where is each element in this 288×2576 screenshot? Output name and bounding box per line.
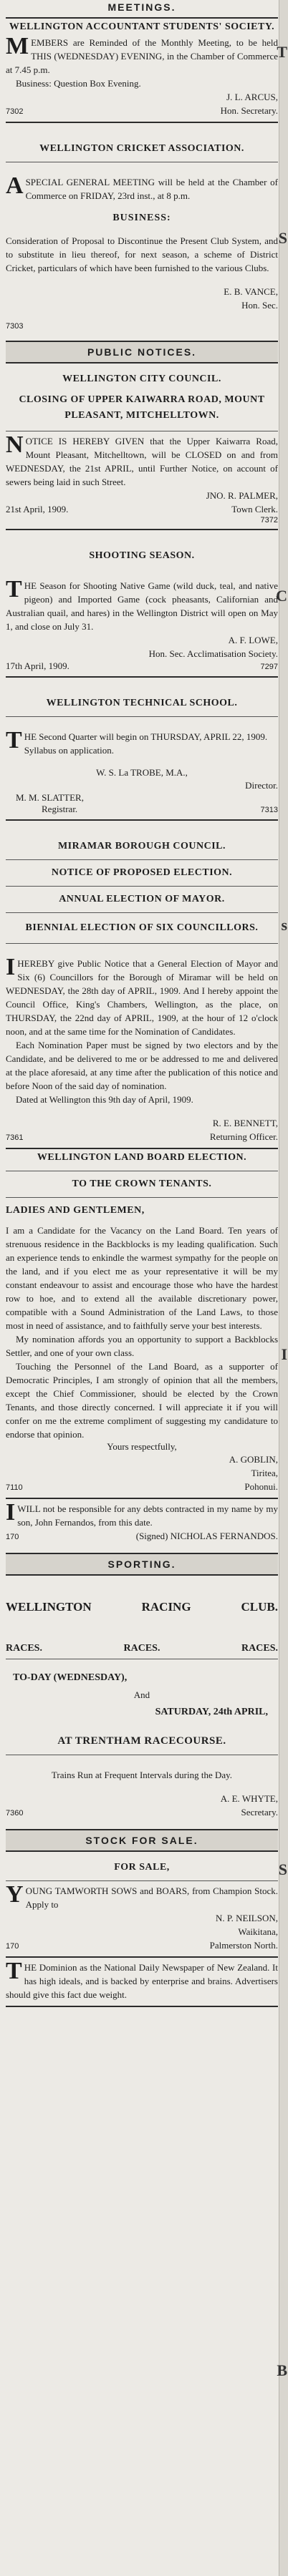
notice-syllabus: Syllabus on application. [24, 745, 114, 756]
notice-ref: 7110 [6, 1483, 23, 1492]
notice-closing: Yours respectfully, [107, 1441, 177, 1452]
notice-land-board [6, 1152, 278, 1493]
notice-racing-club [6, 1586, 278, 1819]
notice-signer: A. GOBLIN, [229, 1454, 278, 1465]
notice-role: Hon. Sec. Acclimatisation Society. [148, 648, 278, 659]
racing-races: RACES. [6, 1643, 42, 1654]
notice-city-council [6, 374, 278, 525]
notice-address: Palmerston North. [209, 1940, 278, 1951]
notice-signer: JNO. R. PALMER, [206, 490, 278, 501]
advertisement-column [6, 0, 278, 2010]
notice-dominion [6, 1958, 278, 2001]
notice-place: Waikitana, [238, 1926, 278, 1937]
notice-date: 17th April, 1909. [6, 660, 69, 671]
edge-fragment: S [278, 229, 287, 247]
racing-saturday: SATURDAY, 24th APRIL, [155, 1707, 268, 1717]
notice-body: MEMBERS are Reminded of the Monthly Meeting, to be held THIS (WEDNESDAY) EVENING, in the Chamber of Commerce at 7.45 p.m. [6, 33, 278, 75]
racing-title-right: CLUB. [241, 1600, 278, 1614]
notice-body: THE Second Quarter will begin on THURSDAY, APRIL 22, 1909. [6, 727, 268, 753]
edge-fragment: T [277, 43, 287, 61]
notice-ref: 7360 [6, 1809, 24, 1818]
notice-signer: R. E. BENNETT, [212, 1118, 278, 1128]
edge-fragment: B [277, 2361, 287, 2379]
notice-ref: 7302 [6, 107, 24, 116]
notice-title: WELLINGTON ACCOUNTANT STUDENTS' SOCIETY. [9, 21, 275, 32]
racing-venue: AT TRENTHAM RACECOURSE. [57, 1735, 226, 1747]
section-header-stock: STOCK FOR SALE. [85, 1835, 198, 1846]
notice-role: Town Clerk. [231, 504, 278, 514]
notice-subtitle: TO THE CROWN TENANTS. [72, 1179, 212, 1189]
notice-date: 21st April, 1909. [6, 504, 69, 514]
adjacent-column-edge [276, 0, 288, 2576]
notice-accountant-students [6, 21, 278, 117]
racing-races: RACES. [123, 1643, 160, 1654]
notice-shooting-season [6, 533, 278, 672]
notice-ref: 7297 [260, 663, 278, 671]
notice-title: WELLINGTON CITY COUNCIL. [62, 374, 221, 384]
notice-stock-sale [6, 1862, 278, 1952]
section-header-meetings: MEETINGS. [107, 1, 176, 13]
notice-technical-school [6, 680, 278, 815]
notice-body: ASPECIAL GENERAL MEETING will be held at the Chamber of Commerce on FRIDAY, 23rd inst., at 8 p.m. [6, 172, 278, 201]
notice-role: Returning Officer. [209, 1131, 278, 1142]
notice-signer: (Signed) NICHOLAS FERNANDOS. [135, 1531, 278, 1541]
notice-place-1: Tiritea, [251, 1468, 278, 1478]
notice-role: Hon. Secretary. [220, 105, 278, 116]
notice-body: THE Season for Shooting Native Game (wild duck, teal, and native pigeon) and Imported Game (cock pheasants, Californian and Australian quail, and hares) in the Wellington District will open on May 1, and close on July 31. [6, 576, 278, 632]
notice-director-role: Director. [245, 780, 278, 791]
notice-subtitle: NOTICE OF PROPOSED ELECTION. [51, 867, 233, 878]
edge-fragment: S [278, 1860, 287, 1878]
notice-registrar-role: Registrar. [42, 804, 78, 814]
notice-place-2: Pohonui. [244, 1481, 278, 1492]
notice-signer: E. B. VANCE, [224, 286, 278, 297]
notice-body: THE Dominion as the National Daily Newspaper of New Zealand. It has high ideals, and is backed by enterprise and brains. Advertisers should give this fact due weight. [6, 1958, 278, 2000]
notice-ref: 7361 [6, 1133, 24, 1142]
notice-salute: LADIES AND GENTLEMEN, [6, 1205, 145, 1216]
notice-body: YOUNG TAMWORTH SOWS and BOARS, from Champion Stock. Apply to [6, 1881, 278, 1910]
notice-title: MIRAMAR BOROUGH COUNCIL. [57, 841, 226, 852]
notice-ref: 170 [6, 1533, 19, 1541]
notice-miramar-borough [6, 824, 278, 1143]
notice-title: FOR SALE, [114, 1862, 170, 1873]
notice-body-2: My nomination affords you an opportunity to support a Backblocks Settler, and one of your own class. [6, 1334, 278, 1358]
notice-debts [6, 1499, 278, 1543]
notice-body-2: Each Nomination Paper must be signed by two electors and by the Candidate, and be delivered to me or be addressed to me and delivered at the place aforesaid, at any time after the publication of this notice and before Noon of the said day of nomination. [6, 1040, 278, 1091]
notice-ref: 7303 [6, 322, 24, 331]
notice-subtitle: CLOSING OF UPPER KAIWARRA ROAD, MOUNT PLEASANT, MITCHELLTOWN. [19, 394, 265, 421]
notice-title: WELLINGTON CRICKET ASSOCIATION. [39, 143, 244, 154]
racing-and: And [133, 1689, 150, 1700]
notice-body: NOTICE IS HEREBY GIVEN that the Upper Kaiwarra Road, Mount Pleasant, Mitchelltown, will be CLOSED on and from WEDNESDAY, the 21st APRIL, until Further Notice, on account of sewers being laid in such Street. [6, 431, 278, 487]
notice-signer: A. E. WHYTE, [220, 1793, 278, 1804]
notice-director: W. S. La TROBE, M.A., [96, 767, 188, 778]
edge-fragment: C [276, 587, 287, 605]
notice-signer: A. F. LOWE, [228, 635, 278, 645]
notice-title: SHOOTING SEASON. [89, 550, 195, 561]
notice-signer: N. P. NEILSON, [215, 1913, 278, 1923]
notice-biennial: BIENNIAL ELECTION OF SIX COUNCILLORS. [25, 922, 259, 933]
notice-signer: J. L. ARCUS, [226, 92, 278, 102]
racing-today: TO-DAY (WEDNESDAY), [13, 1672, 128, 1683]
edge-fragment: s [281, 916, 287, 934]
edge-fragment: I [281, 1345, 287, 1363]
notice-title: WELLINGTON TECHNICAL SCHOOL. [46, 698, 238, 708]
notice-body: IHEREBY give Public Notice that a General Election of Mayor and Six (6) Councillors for the Borough of Miramar will be held on WEDNESDAY, the 28th day of APRIL, 1909. And I hereby appoint the Council Office, King's Chambers, Wellington, as the place, on THURSDAY, the 22nd day of APRIL, 1909, at the hour of 12 o'clock noon, and at the same time for the Nomination of Candidates. [6, 954, 278, 1037]
notice-body-3: Touching the Personnel of the Land Board, as a supporter of Democratic Principles, I am strongly of opinion that all the members, except the Chief Commissioner, should be elected by the Crown Tenants, and those directly concerned. I will appreciate it if you will confer on me the extreme compliment of suggesting my candidature to endorse that opinion. [6, 1361, 278, 1440]
notice-ref: 170 [6, 1942, 19, 1951]
notice-role: Hon. Sec. [241, 300, 278, 311]
notice-body: IWILL not be responsible for any debts contracted in my name by my son, John Fernandos, from this date. [6, 1499, 278, 1528]
notice-ref: 7313 [260, 806, 278, 814]
notice-business: Consideration of Proposal to Discontinue the Present Club System, and to substitute in lieu thereof, for next season, a scheme of District Cricket, particulars of which have been furnished to the various Clubs. [6, 235, 278, 273]
racing-title-left: WELLINGTON [6, 1600, 92, 1614]
racing-trains: Trains Run at Frequent Intervals during the Day. [51, 1770, 233, 1780]
section-header-sporting: SPORTING. [107, 1558, 176, 1570]
notice-cricket-association [6, 126, 278, 331]
racing-races: RACES. [241, 1643, 278, 1654]
notice-ref: 7372 [260, 516, 278, 525]
racing-title-mid: RACING [141, 1600, 191, 1614]
section-header-public-notices: PUBLIC NOTICES. [87, 346, 197, 358]
notice-body: I am a Candidate for the Vacancy on the Land Board. Ten years of strenuous residence in the Backblocks is my leading qualification. Such an experience tends to enkindle the warmest sympathy for the people on the land, and if you elect me as your representative it will be my constant endeavour to assist and encourage those who have the hardest row to hoe, and to extend all the available discretionary power, compatible with a Sound Administration of the Land Laws, to those most in need of assistance, and to faithfully serve your best interests. [6, 1225, 278, 1331]
notice-title: WELLINGTON LAND BOARD ELECTION. [37, 1152, 247, 1163]
notice-role: Secretary. [241, 1807, 278, 1818]
notice-dated: Dated at Wellington this 9th day of April, 1909. [16, 1094, 193, 1105]
notice-business-head: BUSINESS: [112, 213, 171, 223]
notice-annual: ANNUAL ELECTION OF MAYOR. [59, 894, 225, 904]
notice-registrar: M. M. SLATTER, [16, 792, 84, 803]
notice-business: Business: Question Box Evening. [16, 78, 141, 89]
